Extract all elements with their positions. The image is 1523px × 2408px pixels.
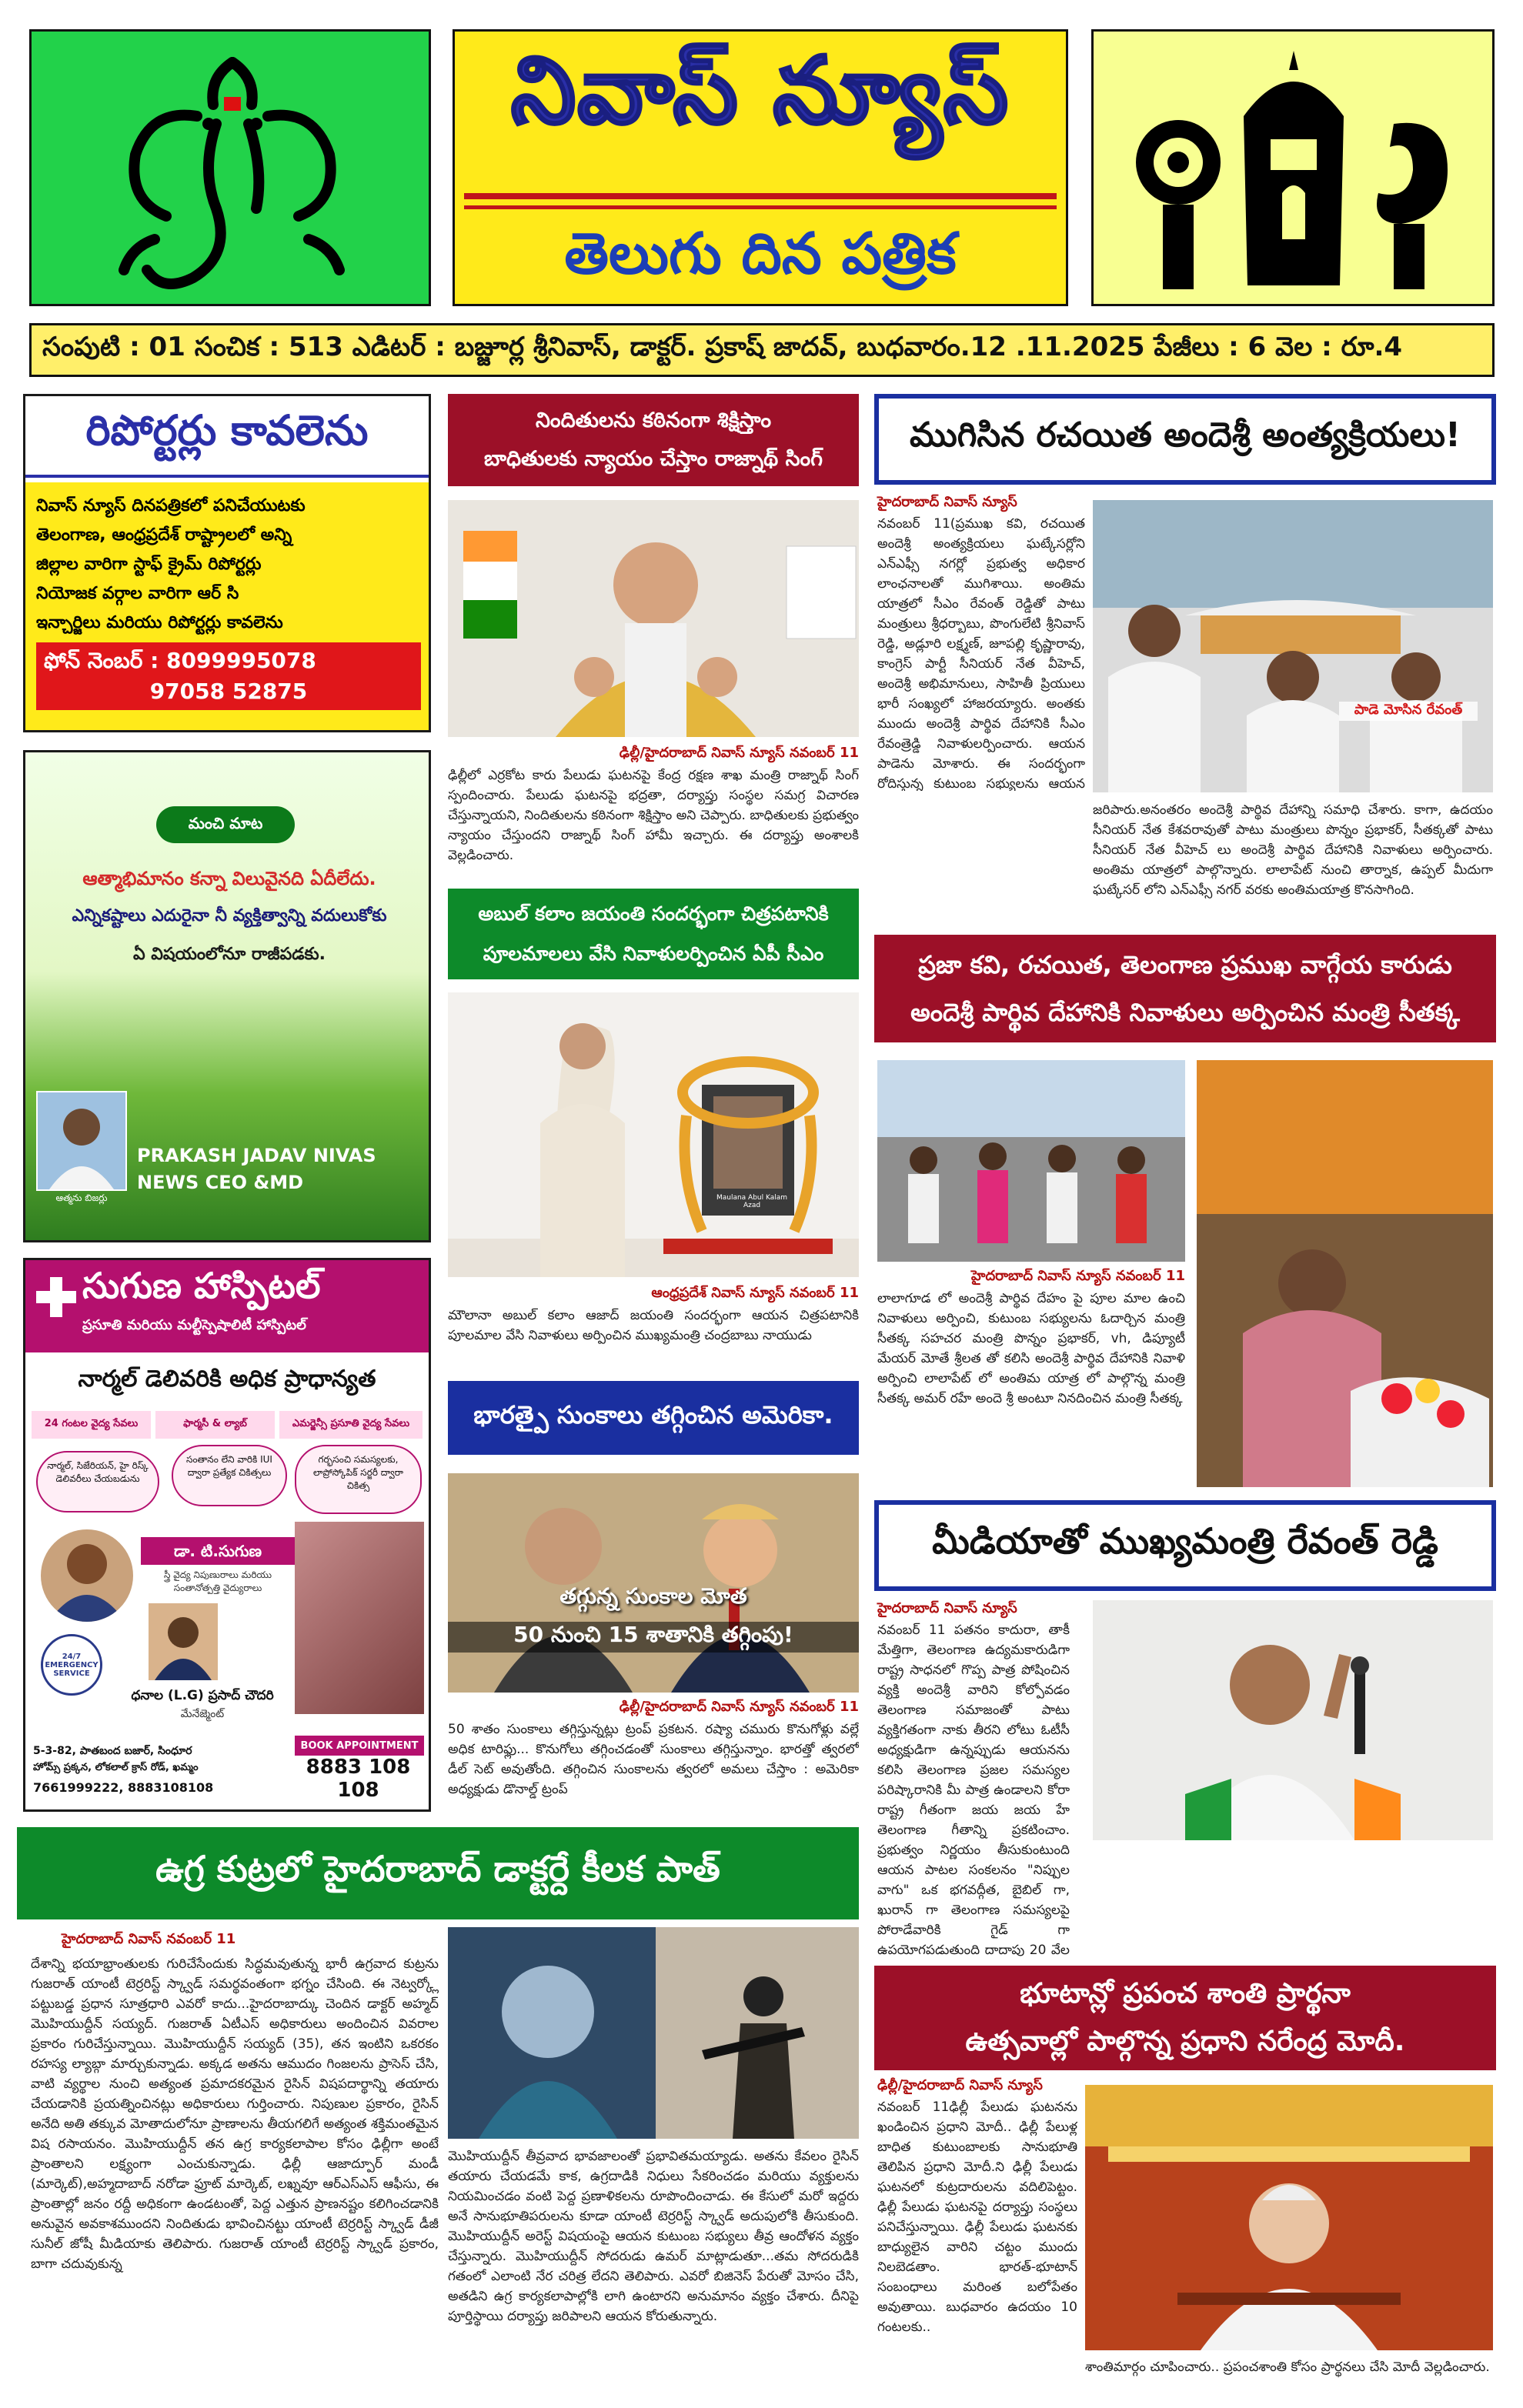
quote-line-1: ఆత్మాభిమానం కన్నా విలువైనది ఏదీలేదు. [82, 868, 376, 889]
emergency-badge: 24/7 EMERGENCY SERVICE [41, 1634, 102, 1696]
doctor-subtitle: స్త్రీ వైద్య నిపుణురాలు మరియు సంతానోత్పత్తి వైద్యురాలు [163, 1569, 272, 1593]
rajnath-heading [448, 394, 859, 486]
hospital-priority: నార్మల్ డెలివరికి అధిక ప్రాధాన్యత [78, 1366, 376, 1392]
america-heading: భారత్పై సుంకాలు తగ్గించిన అమెరికా. [448, 1381, 859, 1455]
reporters-line-5: ఇన్చార్జిలు మరియు రిపోర్టర్లు కావలెను [36, 613, 283, 632]
bhutan-photo [1085, 2085, 1493, 2350]
andesri-photo [1093, 500, 1493, 792]
reporters-line-4: నియోజక వర్గాల వారిగా ఆర్ సి [36, 584, 239, 603]
bhutan-body: నవంబర్ 11ఢిల్లీ పేలుడు ఘటనను ఖండించిన ప్రధాని మోదీ.. ఢిల్లీ పేలుళ్ల బాధిత కుటుంబాలకు సానుభూతి తెలిపిన ప్రధాని మోదీ.ని ఢిల్లీ పేలుడు ఘటనలో కుట్రదారులను వదిలిపెట్టం. ఢిల్లీ పేలుడు ఘటనపై దర్యాప్తు సంస్థలు పనిచేస్తున్నాయి. ఢిల్లీ పేలుడు ఘటనకు బాధ్యులైన వారిని చట్టం ముందు నిలబెడతాం. భారత్-భూటాన్ సంబంధాలు మరింత బలోపేతం అవుతాయి. బుధవారం ఉదయం 10 గంటలకు.. [877, 2099, 1077, 2335]
seethakka-heading-line-1: ప్రజా కవి, రచయిత, తెలంగాణ ప్రముఖ వాగ్గేయ కారుడు [918, 950, 1452, 979]
terror-photo [448, 1927, 859, 2139]
revanth-credit: హైదరాబాద్ నివాస్ న్యూస్ [877, 1600, 1017, 1616]
newspaper-subtitle: తెలుగు దిన పత్రిక [564, 221, 957, 287]
appointment-label: BOOK APPOINTMENT [295, 1736, 424, 1756]
hospital-services [32, 1411, 422, 1439]
andesri-credit: హైదరాబాద్ నివాస్ న్యూస్ [877, 494, 1017, 510]
reporters-phone-box [36, 642, 421, 710]
terror-body-left: దేశాన్ని భయాభ్రాంతులకు గురిచేసేందుకు సిద్ధమవుతున్న భారీ ఉగ్రవాద కుట్రను గుజరాత్ యాంటీ టెర్రరిస్ట్ స్క్వాడ్ సమర్థవంతంగా భగ్నం చేసింది. ఈ నెట్వర్క్లో పట్టుబడ్డ ప్రధాన సూత్రధారి ఎవరో కాదు...హైదరాబాద్కు చెందిన డాక్టర్ అహ్మద్ మొహియుద్దీన్ సయ్యద్. గుజరాత్ ఏటీఎస్ అధికారులు అందించిన వివరాల ప్రకారం గురిచేస్తున్నాయి. మొహియుద్దీన్ సయ్యద్ (35), తన ఇంటిని ఒకరకం రహస్య ల్యాబ్గా మార్చుకున్నాడు. అక్కడ అతను ఆముదం గింజలను ప్రాసెస్ చేసి, వాటి వ్యర్థాల నుంచి అత్యంత ప్రమాదకరమైన రైసిన్ విషపదార్థాన్ని తయారు చేయడానికి ప్రయత్నించినట్లు అధికారులు గుర్తించారు. నిపుణుల ప్రకారం, రైసిన్ అనేది అతి తక్కువ మోతాదులోనూ ప్రాణాలను తీయగలిగే అత్యంత శక్తిమంతమైన విష రసాయనం. మొహియుద్దీన్ తన ఉగ్ర కార్యకలాపాల కోసం ఢిల్లీగా అంటే ప్రాంతాలని లక్ష్యంగా ఎంచుకున్నాడు. ఢిల్లీ ఆజాద్పూర్ మండీ (మార్కెట్),అహ్మదాబాద్ నరోడా ఫ్రూట్ మార్కెట్, లఖ్నవూ ఆర్ఎస్ఎస్ ఆఫీసు, ఈ ప్రాంతాల్లో జనం రద్దీ అధికంగా ఉండటంతో, పెద్ద ఎత్తున ప్రాణనష్టం కలిగించడానికి అనువైన అవకాశముందని నిందితుడు భావించినట్టు యాంటీ టెర్రరిస్ట్ స్క్వాడ్ డీజీ సునీల్ జోషీ మీడియాకు తెలిపారు. గుజరాత్ యాంటీ టెర్రరిస్ట్ స్క్వాడ్ ప్రకారం, బాగా చదువుకున్న [31, 1956, 439, 2272]
quote-ad [23, 750, 431, 1242]
terror-heading: ఉగ్ర కుట్రలో హైదరాబాద్ డాక్టర్దే కీలక పాత్ [17, 1827, 859, 1919]
america-photo-line-1: తగ్గున్న సుంకాల మోత [559, 1583, 747, 1609]
reporters-line-1: నివాస్ న్యూస్ దినపత్రికలో పనిచేయుటకు [36, 496, 306, 515]
kalam-heading [448, 889, 859, 979]
revanth-photo [1093, 1600, 1493, 1840]
title-rule-bottom [464, 205, 1057, 209]
ganesha-icon [32, 32, 433, 309]
america-credit: ఢిల్లీ/హైదరాబాద్ నివాస్ న్యూస్ నవంబర్ 11 [619, 1699, 859, 1715]
quote-line-2: ఎన్నికష్టాలు ఎదురైనా నీ వ్యక్తిత్వాన్ని వదులుకోకు [72, 906, 387, 926]
bhutan-heading-line-2: ఉత్సవాల్లో పాల్గొన్న ప్రధాని నరేంద్ర మోదీ. [965, 2026, 1405, 2057]
service-badge: ఎమర్జెన్సీ ప్రసూతి వైద్య సేవలు [279, 1411, 422, 1439]
service-bubble-2: సంతానం లేని వారికి IUI ద్వారా ప్రత్యేక చికిత్సలు [172, 1445, 287, 1506]
quote-badge: మంచి మాట [156, 806, 295, 843]
service-badge: ఫార్మసీ & ల్యాబ్ [155, 1411, 275, 1439]
appointment-number: 8883 108 108 [306, 1756, 411, 1802]
masthead-right-panel [1091, 29, 1495, 306]
hospital-address-1: 5-3-82, పాతబంద బజార్, సింధూర [33, 1745, 192, 1757]
issue-info-bar: సంపుటి : 01 సంచిక : 513 ఎడిటర్ : బజ్జూర్ల శ్రీనివాస్, డాక్టర్. ప్రకాష్ జాదవ్, బుధవారం.12 .11.2025 పేజీలు : 6 వెల : రూ.4 [29, 323, 1495, 377]
reporters-heading: రిపోర్టర్లు కావలెను [25, 396, 429, 478]
title-rule-top [464, 193, 1057, 199]
reporters-phone: ఫోన్ నెంబర్ : 8099995078 [44, 648, 316, 673]
hospital-ad [23, 1258, 431, 1812]
newspaper-title: నివాస్ న్యూస్ [511, 38, 1010, 145]
hospital-name: సుగుణ హాస్పిటల్ [82, 1265, 321, 1306]
manager-name: ధనాల (L.G) ప్రసాద్ చౌదరి [131, 1688, 274, 1703]
service-badge: 24 గంటల వైద్య సేవలు [32, 1411, 151, 1439]
seethakka-heading-line-2: అందెశ్రీ పార్థివ దేహానికి నివాళులు అర్పించిన మంత్రి సీతక్క [910, 998, 1460, 1027]
ceo-avatar-caption: ఆత్మను బిజర్లు [55, 1192, 108, 1203]
andesri-heading: ముగిసిన రచయిత అందెశ్రీ అంత్యక్రియలు! [874, 394, 1496, 485]
quote-line-3: ఏ విషయంలోనూ రాజీపడకు. [132, 945, 326, 964]
doctor-name: డా. టి.సుగుణ [141, 1537, 295, 1565]
kalam-heading-line-1: అబుల్ కలాం జయంతి సందర్భంగా చిత్రపటానికి [478, 902, 829, 925]
bhutan-closing: శాంతిమార్గం చూపించారు.. ప్రపంచశాంతి కోసం ప్రార్థనలు చేసి మోదీ వెల్లడించారు. [1085, 2360, 1490, 2375]
kalam-photo [448, 992, 859, 1277]
revanth-heading: మీడియాతో ముఖ్యమంత్రి రేవంత్ రెడ్డి [874, 1500, 1496, 1591]
seethakka-heading [874, 935, 1496, 1042]
bhutan-heading [874, 1966, 1496, 2070]
rajnath-heading-line-1: నిందితులను కఠినంగా శిక్షిస్తాం [535, 409, 772, 432]
service-bubble-3: గర్భసంచి సమస్యలకు, లాప్రోస్కోపిక్ సర్జరీ ద్వారా చికిత్స [295, 1445, 422, 1514]
hospital-address-2: హోమ్స్ ప్రక్కన, లోకలాల్ క్రాస్ రోడ్, ఖమ్మం [33, 1762, 199, 1773]
america-body: 50 శాతం సుంకాలు తగ్గిస్తున్నట్లు ట్రంప్ ప్రకటన. రష్యా చమురు కొనుగోళ్లు వల్లే అధిక టారిఫ్లు... కొనుగోలు తగ్గించడంతో సుంకాలు తగ్గిస్తున్నాం. భారత్తో త్వరలో డీల్ సెట్ అవుతోంది. తగ్గించిన సుంకాలను త్వరలో అమలు చేస్తాం : అమెరికా అధ్యక్షుడు డొనాల్డ్ ట్రంప్ [448, 1722, 859, 1797]
bhutan-heading-line-1: భూటాన్లో ప్రపంచ శాంతి ప్రార్థనా [1020, 1978, 1351, 2009]
kalam-heading-line-2: పూలమాలలు వేసి నివాళులర్పించిన ఏపీ సీఎం [483, 942, 824, 965]
terror-credit: హైదరాబాద్ నివాస్ నవంబర్ 11 [62, 1931, 236, 1947]
hospital-tagline: ప్రసూతి మరియు మల్టీస్పెషాలిటీ హాస్పిటల్ [82, 1317, 306, 1333]
rajnath-credit: ఢిల్లీ/హైదరాబాద్ నివాస్ న్యూస్ నవంబర్ 11 [619, 745, 859, 761]
kalam-body: మౌలానా అబుల్ కలాం ఆజాద్ జయంతి సందర్భంగా ఆయన చిత్రపటానికి పూలమాల వేసి నివాళులు అర్పించిన ముఖ్యమంత్రి చంద్రబాబు నాయుడు [448, 1308, 859, 1343]
ceo-avatar [36, 1091, 127, 1191]
rajnath-body: ఢిల్లీలో ఎర్రకోట కారు పేలుడు ఘటనపై కేంద్ర రక్షణ శాఖ మంత్రి రాజ్నాథ్ సింగ్ స్పందించారు. పేలుడు ఘటనపై భద్రతా, దర్యాప్తు సంస్థల సమగ్ర విచారణ చేస్తున్నాయని, నిందితులను కఠినంగా శిక్షిస్తాం అని చెప్పారు. బాధితులకు ప్రభుత్వం న్యాయం చేస్తుందని రాజ్నాథ్ సింగ్ హామీ ఇచ్చారు. ఈ దర్యాప్తు అంశాలకి వెల్లడించారు. [448, 768, 859, 863]
kalam-portrait-caption: Maulana Abul Kalam Azad [716, 1194, 788, 1209]
seethakka-rally-photo [877, 1060, 1185, 1262]
andesri-body-2: జరిపారు.అనంతరం అందెశ్రీ పార్థివ దేహాన్ని సమాధి చేశారు. కాగా, ఉదయం సీనియర్ నేత కేశవరావుతో పాటు మంత్రులు పొన్నం ప్రభాకర్, సీతక్కతో పాటు సీనియర్ నేత వీహెచ్ లు అందెశ్రీ పార్థివ దేహానికి నివాళులు అర్పించారు. అంతిమ యాత్రలో పాల్గొన్నారు. లాలాపేట్ నుంచి తార్నాక, ఉప్పల్ మీదుగా ఘట్కేసర్ లోని ఎన్ఎఫ్సీ నగర్ వరకు అంతిమయాత్ర కొనసాగింది. [1093, 802, 1493, 898]
hospital-phones: 7661999222, 8883108108 [33, 1780, 214, 1795]
reporters-line-3: జిల్లాల వారిగా స్టాఫ్ క్రైమ్ రిపోర్టర్లు [36, 555, 262, 574]
andesri-photo-caption: పాడె మోసిన రేవంత్ [1339, 702, 1478, 721]
rajnath-heading-line-2: బాధితులకు న్యాయం చేస్తాం రాజ్నాథ్ సింగ్ [484, 447, 823, 471]
rajnath-photo [448, 500, 859, 737]
seethakka-tribute-photo [1197, 1060, 1493, 1487]
andesri-body: నవంబర్ 11(ప్రముఖ కవి, రచయిత అందెశ్రీ అంత్యక్రియలు ఘట్కేసర్లోని ఎన్ఎఫ్సీ నగర్లో ప్రభుత్వ అధికార లాంఛనాలతో ముగిశాయి. అంతిమ యాత్రలో సీఎం రేవంత్ రెడ్డితో పాటు మంత్రులు శ్రీధర్బాబు, పొంగులేటి శ్రీనివాస్ రెడ్డి, అడ్లూరి లక్ష్మణ్, జూపల్లి కృష్ణారావు, కాంగ్రెస్ పార్టీ సీనియర్ నేత వీహెచ్, అందెశ్రీ అభిమానులు, సాహితీ ప్రియులు భారీ సంఖ్యలో హాజరయ్యారు. అంతకు ముందు అందెశ్రీ పార్థివ దేహానికి సీఎం రేవంత్రెడ్డి నివాళులర్పించారు. ఆయన పాడెను మోశారు. ఈ సందర్భంగా రోదిస్తున్న కుటుంబ సభ్యులను ఆయన [877, 516, 1085, 791]
reporters-wanted-ad [23, 394, 431, 732]
seethakka-body: లాలాగూడ లో అందెశ్రీ పార్థివ దేహం పై పూల మాల ఉంచి నివాళులు అర్పించి, కుటుంబ సభ్యులను ఓదార్చిన మంత్రి సీతక్క సహచర మంత్రి పొన్నం ప్రభాకర్, vh, డిప్యూటీ మేయర్ మోతే శ్రీలత తో కలిసి అందెశ్రీ పార్థివ దేహానికి నివాళి అర్పించి లాలాపేట్ లో అంతిమ యాత్ర లో పాల్గొన్న మంత్రి సీతక్క అమర్ రహే అందె శ్రీ అంటూ నినదించిన మంత్రి సీతక్క [877, 1291, 1185, 1406]
hospital-cross-icon [36, 1277, 76, 1317]
reporters-phone-2: 97058 52875 [149, 679, 308, 704]
revanth-body: నవంబర్ 11 పతనం కాదురా, తాకీ మేత్తిగా, తెలంగాణ ఉద్యమకారుడిగా రాష్ట్ర సాధనలో గొప్ప పాత్ర పోషించిన వ్యక్తి అందెశ్రీ వారిని కోల్పోవడం తెలంగాణ సమాజంతో పాటు వ్యక్తిగతంగా నాకు తీరని లోటు ఓటీసీ అధ్యక్షుడిగా ఉన్నప్పుడు ఆయనను కలిసి తెలంగాణ ప్రజల సమస్యల పరిష్కారానికి మీ పాత్ర ఉండాలని కోరా రాష్ట్ర గీతంగా జయ జయ హే తెలంగాణ గీతాన్ని ప్రకటించాం. ప్రభుత్వం నిర్ణయం తీసుకుంటుంది ఆయన పాటల సంకలనం "నిప్పుల వాగు" ఒక భగవద్గీత, బైబిల్ గా, ఖురాన్ గా తెలంగాణ సమస్యలపై పోరాడేవారికి గైడ్ గా ఉపయోగపడుతుంది దాదాపు 20 వేల [877, 1623, 1070, 1957]
terror-body-right: మొహియుద్దీన్ తీవ్రవాద భావజాలంతో ప్రభావితమయ్యాడు. అతను కేవలం రైసిన్ తయారు చేయడమే కాక, ఉగ్రదాడికి నిధులు సేకరించడం మరియు వ్యక్తులను నియమించడం వంటి పెద్ద ప్రణాళికలను రూపొందించాడు. ఈ కేసులో మరో ఇద్దరు అనే సానుభూతిపరులను కూడా యాంటీ టెర్రరిస్ట్ స్క్వాడ్ అదుపులోకి తీసుకుంది. మొహియుద్దీన్ అరెస్ట్ విషయంపై ఆయన కుటుంబ సభ్యులు తీవ్ర ఆందోళన వ్యక్తం చేస్తున్నారు. మొహియుద్దీన్ సోదరుడు ఉమర్ మాట్లాడుతూ...తమ సోదరుడికి గతంలో ఎలాంటి నేర చరిత్ర లేదని తెలిపారు. ఎవరో బిజినెస్ పేరుతో మోసం చేసి, అతడిని ఉగ్ర కార్యకలాపాల్లోకి లాగి ఉంటారని అనుమానం వ్యక్తం చేశారు. దీనిపై పూర్తిస్థాయి దర్యాప్తు జరిపాలని ఆయన కోరుతున్నారు. [448, 2149, 859, 2324]
kalam-credit: ఆంధ్రప్రదేశ్ నివాస్ న్యూస్ నవంబర్ 11 [651, 1285, 859, 1301]
manager-photo [149, 1603, 218, 1680]
venkateswara-icon [1094, 32, 1492, 304]
masthead-center-panel [453, 29, 1068, 306]
bhutan-credit: ఢిల్లీ/హైదరాబాద్ నివాస్ న్యూస్ [877, 2077, 1043, 2093]
ceo-name: PRAKASH JADAV NIVAS [137, 1145, 376, 1166]
reporters-line-2: తెలంగాణ, ఆంధ్రప్రదేశ్ రాష్ట్రాలలో అన్ని [36, 525, 292, 545]
masthead-left-panel [29, 29, 431, 306]
surgery-photo [295, 1522, 424, 1714]
manager-role: మేనేజ్మెంట్ [180, 1708, 225, 1720]
service-bubble-1: నార్మల్, సిజేరియన్, హై రిస్క్ డెలివరీలు చేయబడును [36, 1451, 159, 1513]
doctor-photo [41, 1529, 133, 1622]
reporters-body [25, 482, 429, 730]
seethakka-credit: హైదరాబాద్ నివాస్ న్యూస్ నవంబర్ 11 [970, 1268, 1185, 1284]
ceo-title: NEWS CEO &MD [137, 1172, 304, 1193]
america-photo-line-2: 50 నుంచి 15 శాతానికి తగ్గింపు! [448, 1622, 859, 1653]
